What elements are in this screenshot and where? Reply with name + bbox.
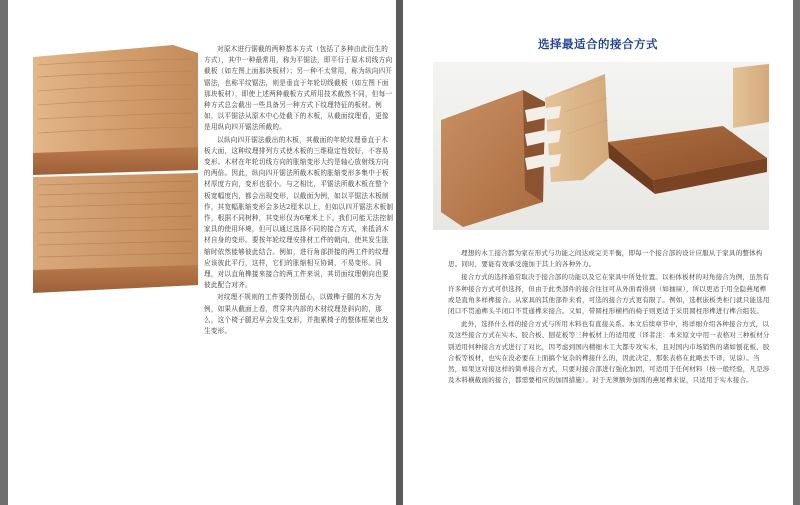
lumber-cross-section-image: [33, 45, 198, 295]
section-title: 选择最适合的接合方式: [538, 37, 658, 51]
right-paragraph: 接合方式的选择通常取决于接合部的功能以及它在家具中所处位置。以柜体板材的对角接合为例，虽然有许多种接合方式可供选择，但由于此类部件的接合往往可从外面看得到（如抽屉），所以更适于用全隐燕尾榫或是直角多样榫接合。从家具的其他部件来看，可选的接合方式更有限了。例如，选框嵌板类柜门就只能选用闭口不贯通榫头半闭口不贯通榫来接合。又如，带圆柱形横档的椅子则更适于采用圆柱形榫进行榫合组装。: [448, 273, 770, 316]
right-paragraph: 理想的木工接合都为家在形式与功能之间达成完美平衡，即每一个接合部的设计应服从于家具的整体构思。同时，要能有效承受施加于其上的各种外力。: [448, 249, 763, 269]
left-paragraph: 对纹理不规则的工件要特别留心，以做榫子腿的木方为例，如果从截面上看，贯穿其内部的木材纹理是斜向的，那么，这个椅子腿迟早会发生变形，并拖累椅子的整体框架也发生变形。: [204, 293, 389, 336]
left-paragraph: 以纵向四开锯法截出的木板，其截面的年轮纹理垂直于木板大面，这种纹理排列方式使木板的三维稳定性较好，不容易变形。木材在年轮切线方向的胀缩变形大约是轴心放射线方向的两倍。因此，纵向四开锯法所截木板的胀缩变形多集中于板材厚度方向，变形也很小。与之相比，平锯法所截木板在整个板宽幅度内，都会出现变形，以截面为例，如以平锯法木板制作，其宽幅胀缩变形会多达2厘米以上，但如以四开锯法木板制作，根据不同树种，其变形仅为6毫米上下。我们可能无法控制家具的使用环境，但可以通过选择不同的接合方式，来抵消木材自身的变形。要按年轮纹理安排材工件的朝向，使其发生胀缩时依然能够彼此结合。例如，进行角部拼接的两工件的纹理应该彼此平行，这样，它们的胀缩相互协调，不易变形。同理，对以直角榫接来接合的两工件来说，其切面纹理朝向也要彼此配合对齐。: [204, 135, 394, 290]
book-gutter: [396, 0, 403, 505]
dovetail-joints-photo: [433, 62, 769, 230]
right-page: [403, 0, 793, 505]
left-page: [8, 0, 396, 505]
right-paragraph: 此外，选择什么样的接合方式与所用木料也有直接关系。本文后续章节中，将详细介绍各种接合方式，以及这些接合方式在实木、胶合板、刨花板等三种板材上的适用度（译者注：本来原文中用一表格对三种板材分别适用何种接合方式进行了对比，因考虑到国内精细木工大都专攻实木，且对国内市场销售的诸如刨花板、胶合板等板材，也实在没必要在上面搞个复杂的榫接什么的，因此决定，那张表格在此略去不译，见谅）。当然，如果这对接这样的简单接合方式，只要对接合部进行强化加固，可适用于任何材料（按一般经验，凡是涉及木料横截面的接合，都需要相应的加固措施）。对于无须额外加固的燕尾榫来说，只适用于实木接合。: [448, 320, 770, 385]
right-body-text: [448, 248, 770, 388]
left-body-text: [204, 44, 394, 337]
left-paragraph: 对原木进行锯截的两种基本方式（包括了多种由此衍生的方式），其中一种最常用，称为平锯法，即平行于原木切线方向截板（如左图上面那块板材）；另一种不太常用，称为纵向四开锯法，也称平纹锯法，则是垂直于年轮切线截板（如左图下面那块板材），即使上述两种截板方式所用技术截然不同，但每一种方式总会截出一些具备另一种方式下纹理特征的板材。例如，以平锯法从原木中心处截下的木板，从截面纹理看，更像是用纵向四开锯法所截的。: [204, 45, 393, 132]
